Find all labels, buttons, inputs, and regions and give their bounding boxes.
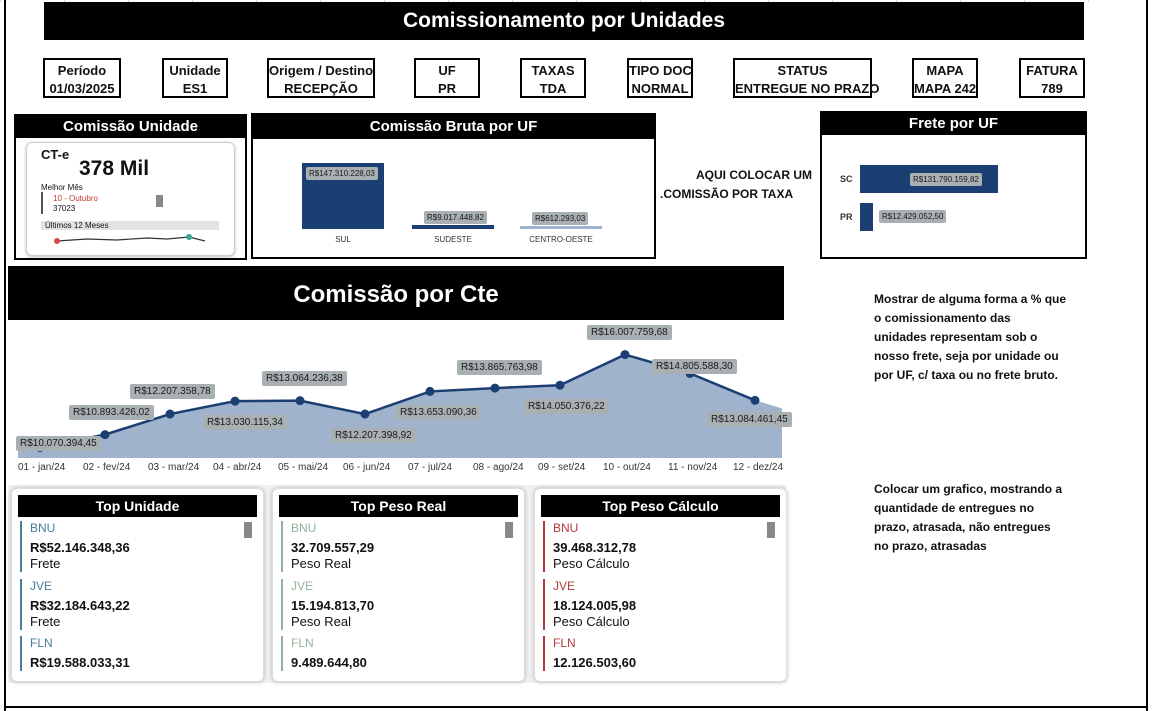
- x-tick-label: 10 - out/24: [603, 462, 651, 473]
- note-taxa-line1: AQUI COLOCAR UM: [696, 168, 812, 182]
- x-tick-label: 02 - fev/24: [83, 462, 131, 473]
- filter-value: NORMAL: [631, 81, 689, 96]
- cte-chart: [8, 320, 788, 485]
- filter-label: TIPO DOC: [629, 63, 692, 78]
- filter-value: TDA: [539, 81, 567, 96]
- item-value: 12.126.503,60: [553, 655, 637, 670]
- bar-data-label: R$612.293,03: [532, 212, 588, 225]
- x-tick-label: 11 - nov/24: [668, 462, 718, 473]
- bar-data-label: R$131.790.159,82: [910, 173, 982, 186]
- list-item[interactable]: [543, 579, 636, 630]
- filter-value: PR: [437, 81, 457, 96]
- item-value: R$32.184.643,22: [30, 598, 130, 613]
- filter-value: 01/03/2025: [49, 81, 115, 96]
- item-value: 15.194.813,70: [291, 598, 375, 613]
- item-code: FLN: [291, 636, 314, 650]
- bar-category-label: SUL: [335, 235, 351, 244]
- kpi-label: CT-e: [41, 147, 70, 162]
- bar: [520, 226, 602, 229]
- x-tick-label: 08 - ago/24: [473, 462, 524, 473]
- cte-point: [751, 396, 760, 405]
- filter-value: RECEPÇÃO: [284, 81, 358, 96]
- note-line: Colocar um grafico, mostrando a: [874, 482, 1063, 496]
- best-month-value: 37023: [53, 204, 76, 213]
- best-month-bar: [41, 192, 43, 214]
- list-item[interactable]: [281, 636, 367, 671]
- bar-category-label: PR: [840, 212, 853, 222]
- x-tick-label: 09 - set/24: [538, 462, 586, 473]
- cte-data-label: R$14.050.376,22: [524, 399, 609, 414]
- filter-label: Período: [57, 63, 107, 78]
- filter-value: 789: [1041, 81, 1063, 96]
- comissao-unidade-card: [14, 114, 247, 260]
- list-item[interactable]: [543, 521, 636, 572]
- cte-point: [296, 396, 305, 405]
- best-month-name: 10 - Outubro: [53, 194, 98, 203]
- scrollbar-thumb[interactable]: [767, 522, 775, 538]
- cte-point: [231, 397, 240, 406]
- note-taxa-line2: .COMISSÃO POR TAXA: [660, 187, 794, 201]
- bar: [412, 225, 494, 229]
- sparkline-max-point: [186, 234, 192, 240]
- filter-value: MAPA 242: [914, 81, 977, 96]
- cte-point: [491, 384, 500, 393]
- sparkline-min-point: [54, 238, 60, 244]
- cte-data-label: R$14.805.588,30: [652, 359, 737, 374]
- filter-unidade[interactable]: [162, 58, 228, 98]
- filter-label: TAXAS: [531, 63, 575, 78]
- cte-data-label: R$10.893.426,02: [69, 405, 154, 420]
- item-sub: Frete: [30, 614, 61, 629]
- cte-data-label: R$13.865.763,98: [457, 360, 542, 375]
- filter-mapa[interactable]: [912, 58, 978, 98]
- kpi-card[interactable]: [26, 142, 235, 256]
- item-sub: Frete: [30, 556, 61, 571]
- note-line: no prazo, atrasadas: [874, 539, 987, 553]
- item-value: 18.124.005,98: [553, 598, 637, 613]
- panel-title: Top Peso Real: [279, 495, 518, 517]
- note-line: Mostrar de alguma forma a % que: [874, 292, 1067, 306]
- x-tick-label: 06 - jun/24: [343, 462, 391, 473]
- item-code: BNU: [553, 521, 579, 535]
- panel-title: Top Peso Cálculo: [541, 495, 780, 517]
- filter-origem-destino[interactable]: [267, 58, 375, 98]
- sheet-border-right: [1146, 0, 1148, 711]
- filter-label: MAPA: [926, 63, 964, 78]
- card-title: Frete por UF: [822, 113, 1085, 135]
- item-sub: Peso Cálculo: [553, 556, 630, 571]
- cte-data-label: R$12.207.398,92: [331, 428, 416, 443]
- note-percent: [874, 290, 1066, 385]
- filter-label: STATUS: [777, 63, 828, 78]
- filter-taxas[interactable]: [520, 58, 586, 98]
- list-item[interactable]: [281, 579, 374, 630]
- note-line: por UF, c/ taxa ou no frete bruto.: [874, 368, 1059, 382]
- cte-title: Comissão por Cte: [8, 266, 784, 320]
- bar: [860, 203, 873, 231]
- note-line: prazo, atrasada, não entregues: [874, 520, 1051, 534]
- filter-uf[interactable]: [414, 58, 480, 98]
- scrollbar-thumb[interactable]: [244, 522, 252, 538]
- note-line: unidades representam sob o: [874, 330, 1038, 344]
- frete-uf-card: [820, 111, 1087, 259]
- sparkline: [47, 231, 207, 249]
- top-peso-calculo-panel: [534, 488, 787, 682]
- cte-data-label: R$12.207.358,78: [130, 384, 215, 399]
- bruta-uf-card: [251, 113, 656, 259]
- filter-label: Origem / Destino: [269, 63, 374, 78]
- item-value: 39.468.312,78: [553, 540, 637, 555]
- list-item[interactable]: [20, 521, 130, 572]
- bar-data-label: R$12.429.052,50: [879, 210, 946, 223]
- item-code: FLN: [553, 636, 576, 650]
- top-unidade-panel: [11, 488, 264, 682]
- note-line: quantidade de entregues no: [874, 501, 1035, 515]
- filter-periodo[interactable]: [43, 58, 121, 98]
- cte-point: [556, 381, 565, 390]
- item-value: 9.489.644,80: [291, 655, 367, 670]
- filter-value: ES1: [182, 81, 208, 96]
- bruta-uf-chart: [253, 139, 654, 257]
- item-sub: Peso Cálculo: [553, 614, 630, 629]
- list-item[interactable]: [281, 521, 374, 572]
- item-value: 32.709.557,29: [291, 540, 375, 555]
- scrollbar-thumb[interactable]: [505, 522, 513, 538]
- card-title: Comissão Unidade: [16, 116, 245, 138]
- cte-data-label: R$13.064.236,38: [262, 371, 347, 386]
- item-sub: Peso Real: [291, 556, 351, 571]
- bar-data-label: R$9.017.448,82: [424, 211, 487, 224]
- item-code: BNU: [291, 521, 317, 535]
- last12-label: Últimos 12 Meses: [41, 221, 219, 230]
- x-tick-label: 05 - mai/24: [278, 462, 329, 473]
- bar-category-label: CENTRO-OESTE: [529, 235, 593, 244]
- bar-category-label: SUDESTE: [434, 235, 472, 244]
- bar-category-label: SC: [840, 174, 853, 184]
- filter-label: UF: [438, 63, 456, 78]
- filter-tipo-doc[interactable]: [627, 58, 693, 98]
- x-tick-label: 03 - mar/24: [148, 462, 200, 473]
- cte-data-label: R$13.030.115,34: [203, 415, 287, 430]
- item-code: BNU: [30, 521, 56, 535]
- item-code: JVE: [30, 579, 53, 593]
- item-value: R$52.146.348,36: [30, 540, 130, 555]
- cte-data-label: R$13.653.090,36: [396, 405, 481, 420]
- filter-fatura[interactable]: [1019, 58, 1085, 98]
- cte-point: [621, 350, 630, 359]
- note-line: o comissionamento das: [874, 311, 1011, 325]
- note-line: nosso frete, seja por unidade ou: [874, 349, 1059, 363]
- list-item[interactable]: [543, 636, 636, 671]
- top-peso-real-panel: [272, 488, 525, 682]
- list-item[interactable]: [20, 579, 130, 630]
- bar-data-label: R$147.310.228,03: [306, 167, 378, 180]
- item-code: FLN: [30, 636, 53, 650]
- item-code: JVE: [553, 579, 576, 593]
- filter-value: ENTREGUE NO PRAZO: [735, 81, 880, 96]
- cte-point: [426, 387, 435, 396]
- x-tick-label: 12 - dez/24: [733, 462, 784, 473]
- note-chart: [874, 480, 1062, 556]
- x-tick-label: 04 - abr/24: [213, 462, 262, 473]
- cte-data-label: R$10.070.394,45: [16, 436, 101, 451]
- frete-uf-chart: [822, 135, 1085, 257]
- item-sub: Peso Real: [291, 614, 351, 629]
- sheet-border-bottom: [4, 706, 1148, 708]
- cte-point: [361, 410, 370, 419]
- cte-data-label: R$13.084.461,45: [707, 412, 792, 427]
- item-value: R$19.588.033,31: [30, 655, 130, 670]
- card-title: Comissão Bruta por UF: [253, 115, 654, 139]
- page-title: Comissionamento por Unidades: [44, 2, 1084, 40]
- item-code: JVE: [291, 579, 314, 593]
- filter-label: FATURA: [1026, 63, 1078, 78]
- sheet-border-left: [4, 0, 6, 711]
- scrollbar-thumb[interactable]: [156, 195, 163, 207]
- filter-status[interactable]: [733, 58, 880, 98]
- filter-label: Unidade: [169, 63, 221, 78]
- cte-point: [101, 430, 110, 439]
- panel-title: Top Unidade: [18, 495, 257, 517]
- cte-area-svg: [8, 320, 784, 485]
- x-tick-label: 07 - jul/24: [408, 462, 452, 473]
- list-item[interactable]: [20, 636, 130, 671]
- kpi-value: 378 Mil: [79, 157, 150, 180]
- cte-point: [166, 410, 175, 419]
- x-tick-label: 01 - jan/24: [18, 462, 66, 473]
- best-month-label: Melhor Mês: [41, 183, 83, 192]
- cte-data-label: R$16.007.759,68: [587, 325, 672, 340]
